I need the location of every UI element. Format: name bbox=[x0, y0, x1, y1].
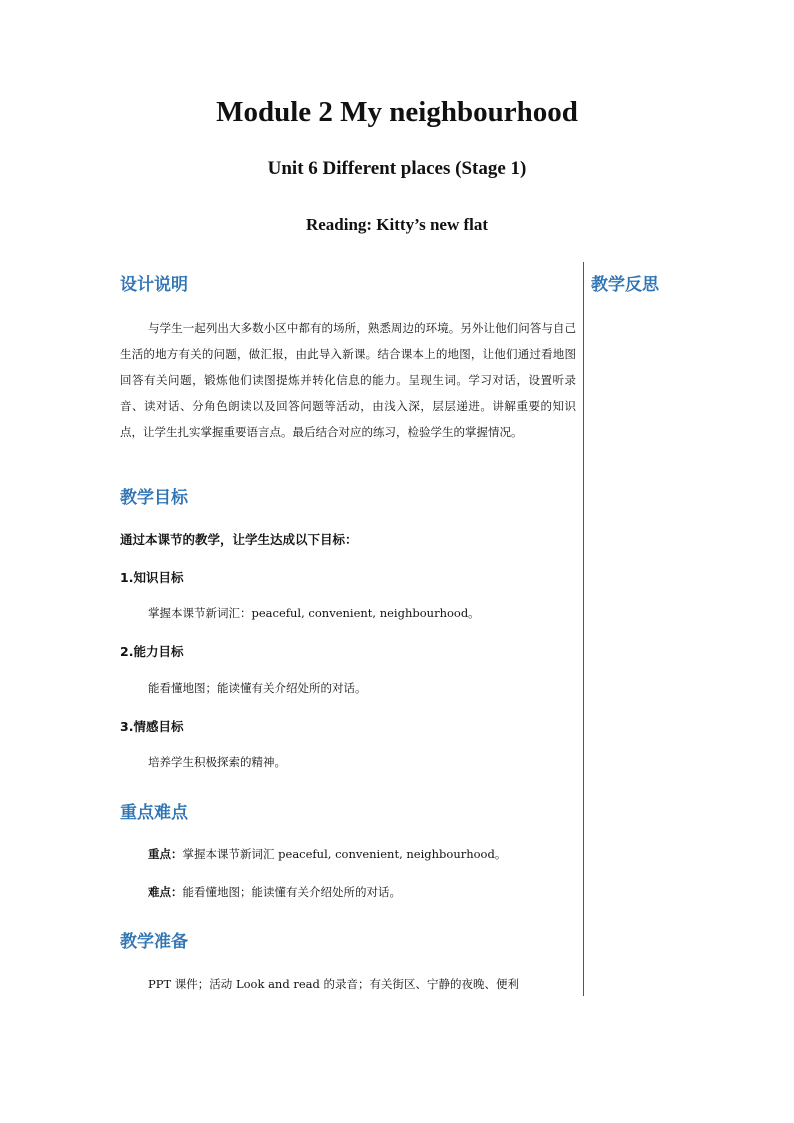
reading-title: Reading: Kitty’s new flat bbox=[305, 215, 489, 234]
difficult-point-text: 能看懂地图；能读懂有关介绍处所的对话。 bbox=[182, 885, 401, 899]
design-heading: 设计说明 bbox=[120, 275, 188, 295]
goal-3-label: 3.情感目标 bbox=[120, 719, 184, 734]
design-paragraph: 与学生一起列出大多数小区中都有的场所，熟悉周边的环境。另外让他们问答与自己生活的地方有关的问题，做汇报，由此导入新课。结合课本上的地图，让他们通过看地图回答有关问题，锻炼他们读图提炼并转化信息的能力。呈现生词。学习对话，设置听录音、读对话、分角色朗读以及回答问题等活动，由浅入深，层层递进。讲解重要的知识点，让学生扎实掌握重要语言点。最后结合对应的练习，检验学生的掌握情况。 bbox=[120, 321, 576, 439]
unit-title: Unit 6 Different places (Stage 1) bbox=[267, 158, 527, 179]
difficult-point-label: 难点： bbox=[148, 885, 183, 899]
prep-text: PPT 课件；活动 Look and read 的录音；有关街区、宁静的夜晚、便利 bbox=[148, 977, 520, 991]
module-title: Module 2 My neighbourhood bbox=[216, 96, 578, 128]
difficult-point-line bbox=[148, 884, 401, 900]
column-divider bbox=[583, 262, 584, 996]
goal-2-text: 能看懂地图；能读懂有关介绍处所的对话。 bbox=[148, 681, 367, 695]
prep-heading: 教学准备 bbox=[120, 932, 188, 952]
goal-1-label: 1.知识目标 bbox=[120, 570, 184, 585]
goals-intro: 通过本课节的教学，让学生达成以下目标： bbox=[120, 532, 358, 547]
goal-1-text: 掌握本课节新词汇：peaceful, convenient, neighbourhood。 bbox=[148, 606, 480, 620]
reflection-heading: 教学反思 bbox=[591, 275, 659, 295]
key-points-heading: 重点难点 bbox=[120, 803, 188, 823]
goal-3-text: 培养学生积极探索的精神。 bbox=[148, 755, 286, 769]
key-point-text: 掌握本课节新词汇 peaceful, convenient, neighbourhood。 bbox=[182, 847, 507, 861]
goals-heading: 教学目标 bbox=[120, 488, 188, 508]
key-point-line bbox=[148, 846, 506, 862]
goal-2-label: 2.能力目标 bbox=[120, 644, 184, 659]
key-point-label: 重点： bbox=[148, 847, 183, 861]
